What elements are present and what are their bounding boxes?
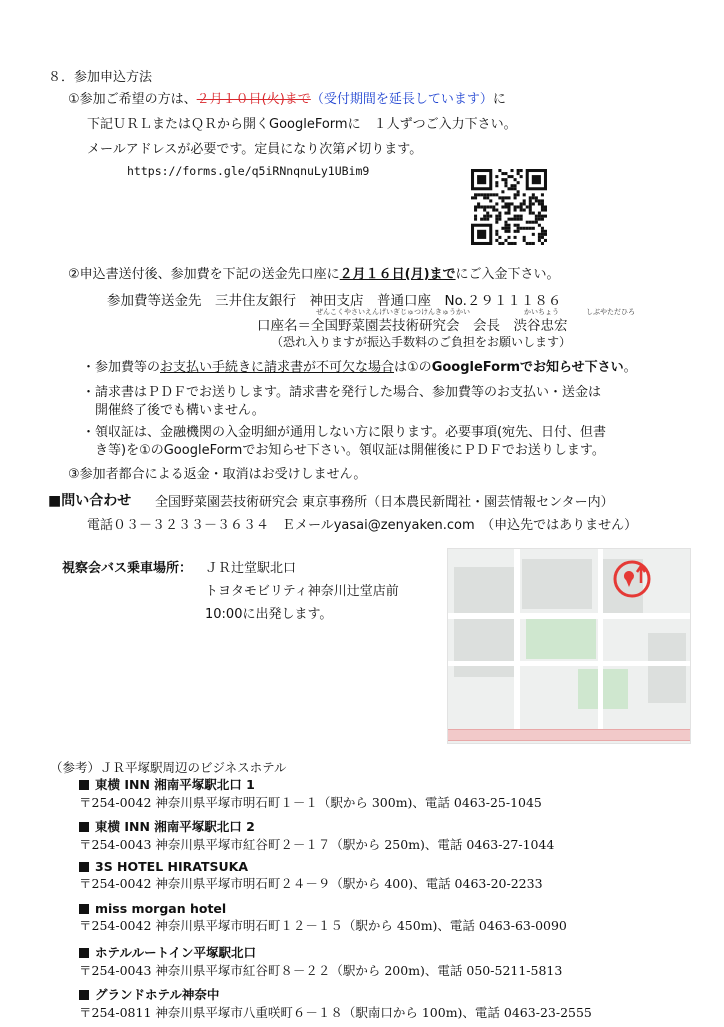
item1-suffix: に <box>492 92 506 107</box>
hotel-name-text: 東横 INN 湘南平塚駅北口 1 <box>95 777 255 792</box>
hotel-name <box>79 817 592 835</box>
item1-prefix: ①参加ご希望の方は、 <box>68 92 197 107</box>
hotel-item <box>79 775 592 817</box>
hotel-address: 〒254-0042 神奈川県平塚市明石町２４－９（駅から 400)、電話 0463-20-2233 <box>79 876 543 891</box>
item2-suffix: にご入金下さい。 <box>455 267 560 282</box>
hotel-name <box>79 943 592 961</box>
hotel-name-text: 東横 INN 湘南平塚駅北口 2 <box>95 819 255 834</box>
square-bullet-icon <box>79 822 89 832</box>
bus-location-2: トヨタモビリティ神奈川辻堂店前 <box>205 584 399 599</box>
bullet1-underline: お支払い手続きに請求書が不可欠な場合 <box>160 360 395 375</box>
contact-label: ■問い合わせ <box>48 493 132 509</box>
reference-header: （参考）ＪＲ平塚駅周辺のビジネスホテル <box>50 760 287 775</box>
contact-phone-email: 電話０３－３２３３－３６３４ Ｅメールyasai@zenyaken.com （申込先ではありません） <box>87 518 638 533</box>
bullet1-mid: は①の <box>394 360 432 375</box>
square-bullet-icon <box>79 990 89 1000</box>
hotel-item <box>79 943 592 985</box>
hotel-item <box>79 859 592 901</box>
hotel-name-text: 3S HOTEL HIRATSUKA <box>95 859 249 874</box>
ruby-name: しぶやただひろ <box>586 308 635 316</box>
bullet1-pre: ・参加費等の <box>82 360 161 375</box>
square-bullet-icon <box>79 780 89 790</box>
square-bullet-icon <box>79 862 89 872</box>
hotel-name <box>79 859 592 874</box>
hotel-name-text: miss morgan hotel <box>95 901 227 916</box>
hotel-address: 〒254-0042 神奈川県平塚市明石町１２－１５（駅から 450m)、電話 0463-63-0090 <box>79 918 567 933</box>
bus-departure: 10:00に出発します。 <box>205 607 333 622</box>
item1-line2: 下記ＵＲＬまたはＱＲから開くGoogleFormに １人ずつご入力下さい。 <box>87 117 517 132</box>
hotel-name-text: ホテルルートイン平塚駅北口 <box>95 945 256 960</box>
qr-code-icon <box>471 169 547 245</box>
fee-note: （恐れ入りますが振込手数料のご負担をお願いします） <box>271 335 572 349</box>
hotel-item <box>79 817 592 859</box>
form-url[interactable]: https://forms.gle/q5iRNnqnuLy1UBim9 <box>127 164 370 178</box>
section-heading: ８．参加申込方法 <box>48 70 153 85</box>
map-marker-icon <box>608 555 668 601</box>
bank-line: 参加費等送金先 三井住友銀行 神田支店 普通口座 No.２９１１１８６ <box>107 293 562 309</box>
old-deadline: ２月１０日(火)まで <box>196 92 311 107</box>
bullet-invoice-pdf: ・請求書はＰＤＦでお送りします。請求書を発行した場合、参加費等のお支払い・送金は <box>82 385 601 400</box>
square-bullet-icon <box>79 948 89 958</box>
hotel-name <box>79 775 592 793</box>
ruby-org: ぜんこくやさいえんげいぎじゅつけんきゅうかい <box>316 308 470 316</box>
hotel-name <box>79 901 592 916</box>
item1-line1 <box>68 88 506 107</box>
hotel-address: 〒254-0043 神奈川県平塚市紅谷町２－１７（駅から 250m)、電話 0463-27-1044 <box>79 837 555 852</box>
hotel-name <box>79 985 592 1003</box>
hotel-address: 〒254-0043 神奈川県平塚市紅谷町８－２２（駅から 200m)、電話 050-5211-5813 <box>79 963 563 978</box>
extended-notice: （受付期間を延長しています） <box>310 92 493 107</box>
hotel-item <box>79 985 592 1027</box>
hotel-address: 〒254-0042 神奈川県平塚市明石町１－１（駅から 300m)、電話 0463-25-1045 <box>79 795 542 810</box>
bullet1-end: 。 <box>623 360 637 375</box>
square-bullet-icon <box>79 904 89 914</box>
item3-refund: ③参加者都合による返金・取消はお受けしません。 <box>68 467 367 482</box>
account-line: 口座名＝全国野菜園芸技術研究会 会長 渋谷忠宏 <box>257 318 568 334</box>
bullet-invoice-pdf-cont: 開催終了後でも構いません。 <box>95 403 265 418</box>
item2-line1 <box>68 263 560 282</box>
bullet-invoice-request <box>82 356 637 375</box>
bus-location-1: ＪＲ辻堂駅北口 <box>205 561 297 576</box>
location-map <box>447 548 691 744</box>
payment-deadline: ２月１６日(月)まで <box>339 267 456 282</box>
bullet-receipt: ・領収証は、金融機関の入金明細が通用しない方に限ります。必要事項(宛先、日付、但書 <box>82 425 607 440</box>
hotel-name-text: グランドホテル神奈中 <box>95 987 220 1002</box>
ruby-title: かいちょう <box>524 308 559 316</box>
hotel-list <box>79 775 592 1027</box>
hotel-item <box>79 901 592 943</box>
bullet-receipt-cont: き等)を①のGoogleFormでお知らせ下さい。領収証は開催後にＰＤＦでお送りします。 <box>95 443 605 458</box>
bus-label: 視察会バス乗車場所： <box>62 561 193 576</box>
item1-line3: メールアドレスが必要です。定員になり次第〆切ります。 <box>87 142 423 157</box>
hotel-address: 〒254-0811 神奈川県平塚市八重咲町６－１８（駅南口から 100m)、電話 0463-23-2555 <box>79 1005 592 1020</box>
item2-prefix: ②申込書送付後、参加費を下記の送金先口座に <box>68 267 340 282</box>
contact-org: 全国野菜園芸技術研究会 東京事務所（日本農民新聞社・園芸情報センター内） <box>155 495 614 510</box>
bullet1-bold: GoogleFormでお知らせ下さい <box>431 360 624 375</box>
